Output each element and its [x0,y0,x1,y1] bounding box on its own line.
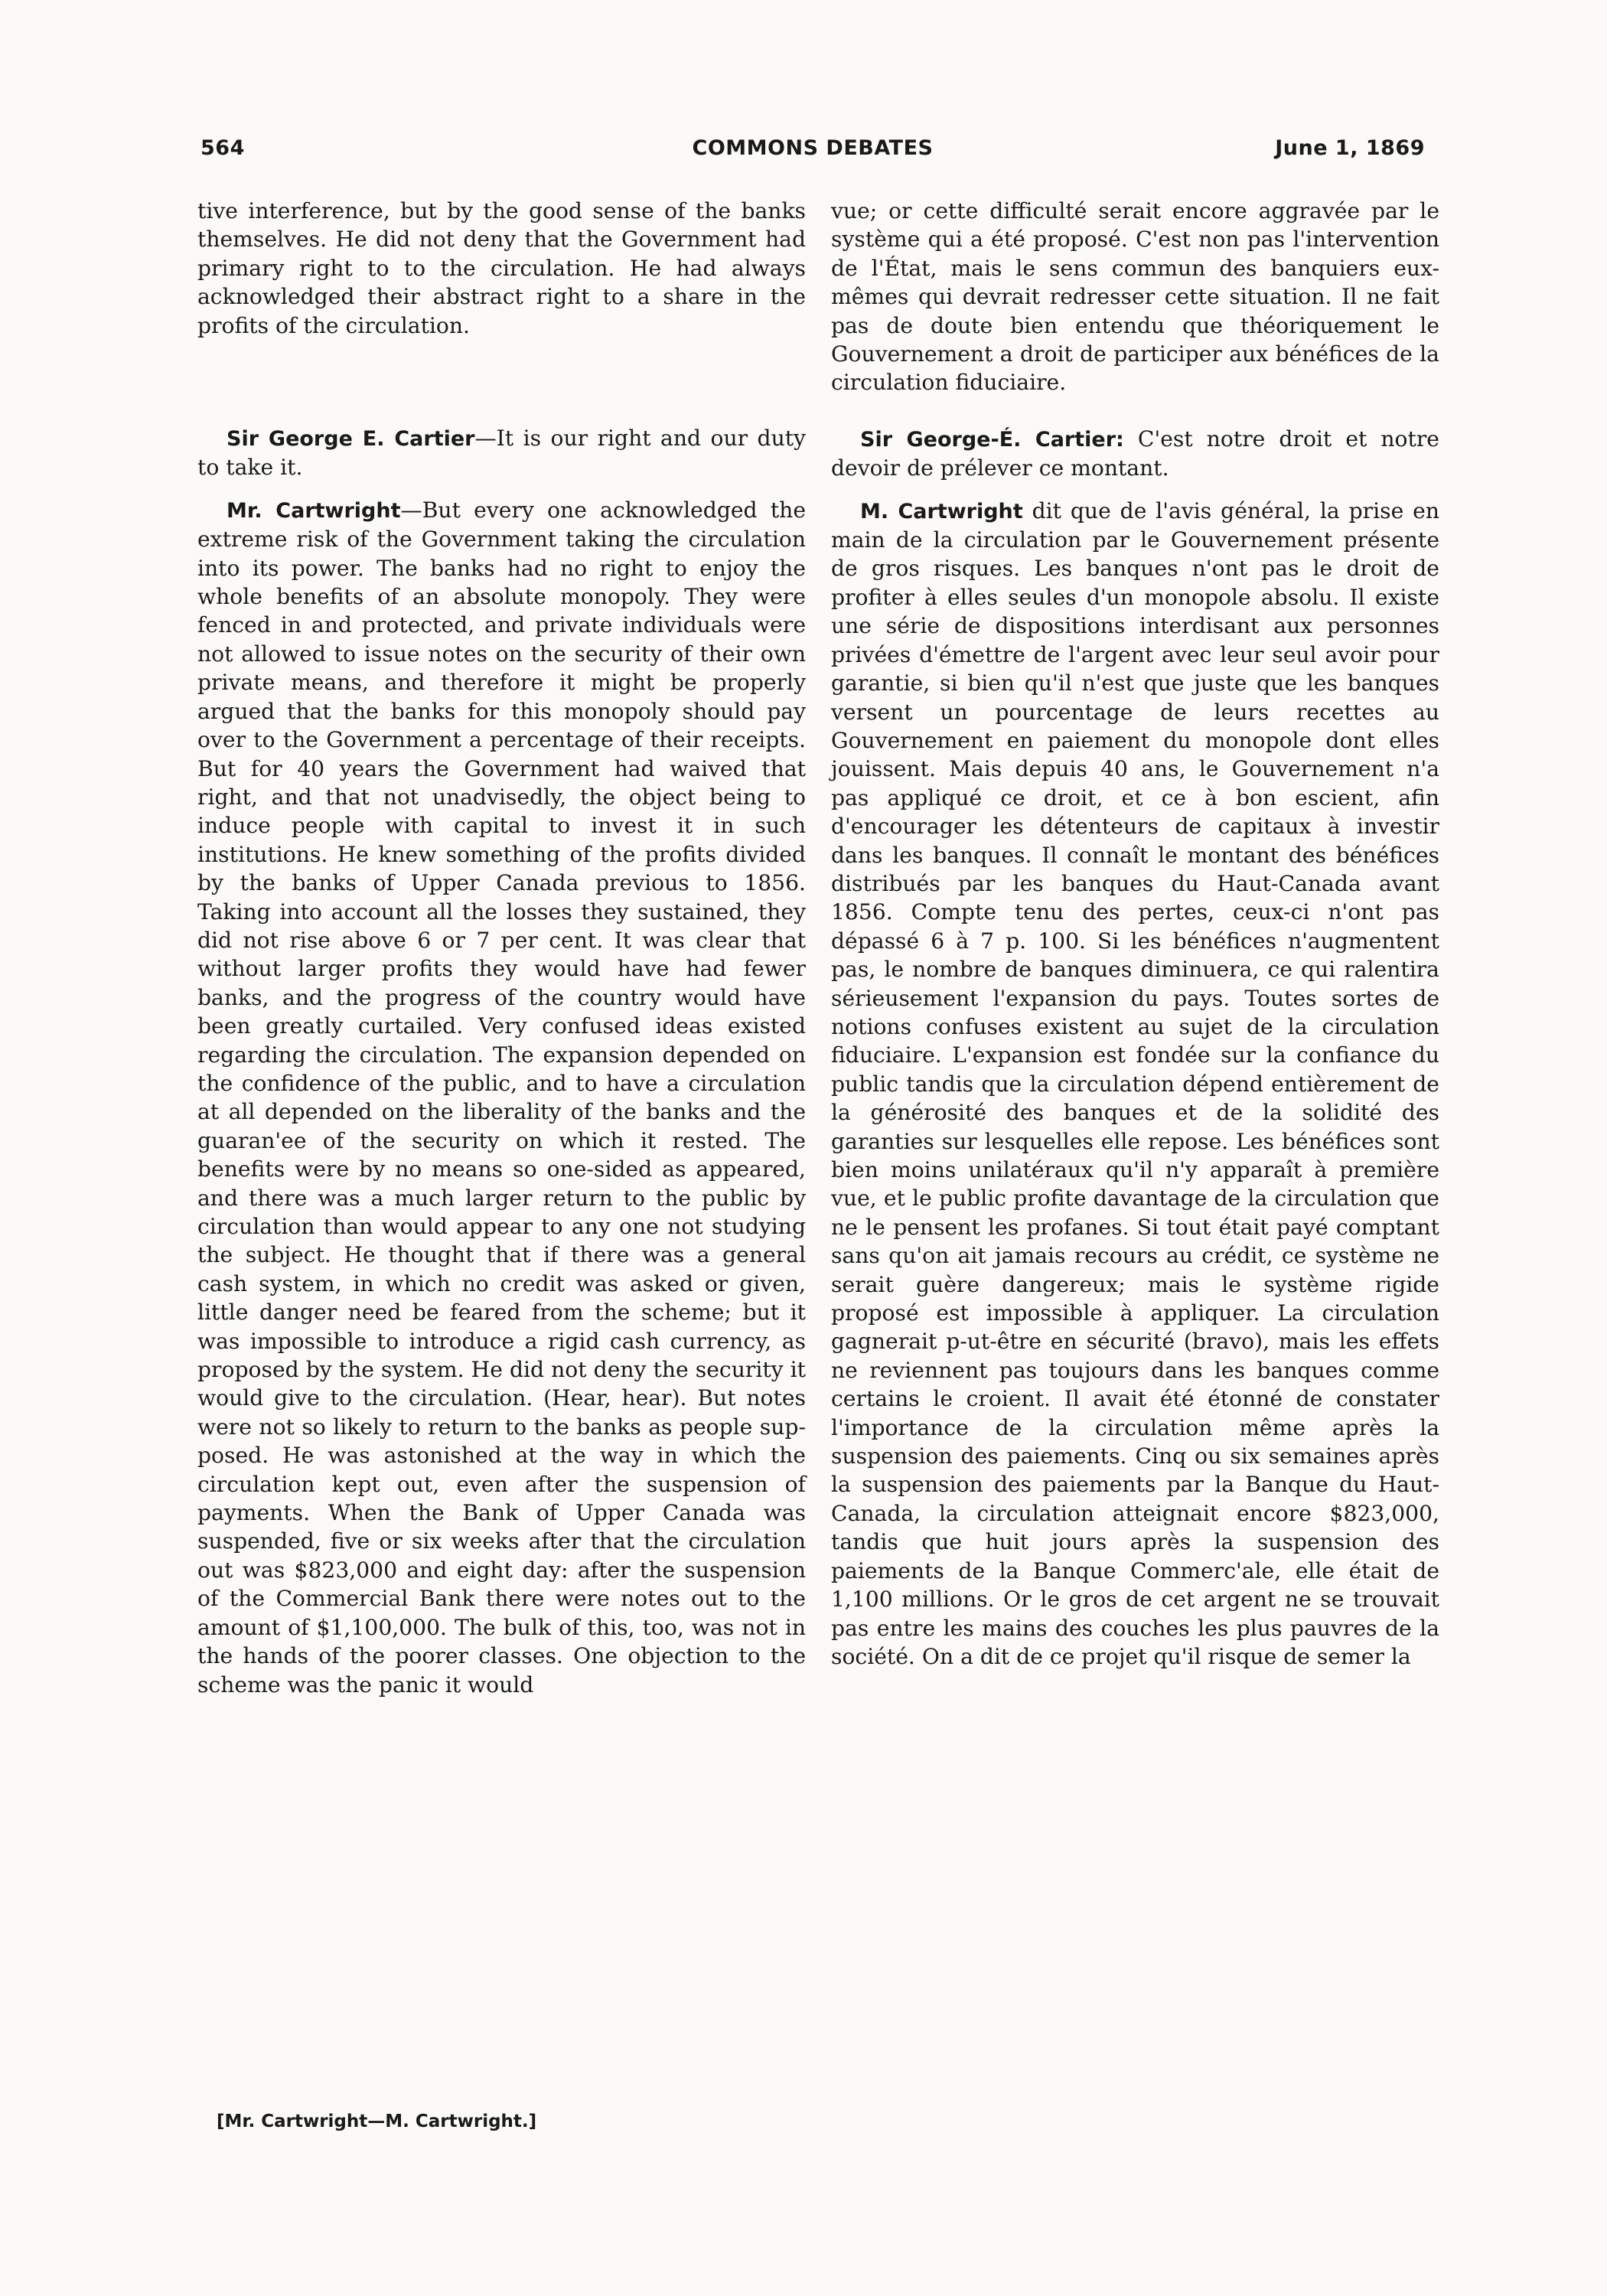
speaker-name: M. Cartwright [860,499,1023,523]
page-date: June 1, 1869 [1275,136,1425,160]
english-column [197,197,806,1699]
speaker-name: Sir George-É. Cartier: [860,427,1124,452]
page-header [200,136,1425,167]
speech-text: C'est notre droit et notre devoir de prélever ce montant. [831,426,1439,481]
paragraph-cartier [831,425,1439,483]
publication-title: COMMONS DEBATES [692,136,934,160]
speaker-name: Sir George E. Cartier [227,427,475,452]
paragraph-cartier [197,424,806,482]
french-column [831,197,1439,1671]
page-footer: [Mr. Cartwright—M. Cartwright.] [217,2112,537,2131]
paragraph-continued: vue; or cette difficulté serait encore aggravée par le système qui a été proposé. C'est non pas l'intervention de l'État, mais le sens commun des banquiers eux-mêmes qui devrait redresser cette situation. Il ne fait pas de doute bien entendu que théoriquement le Gouvernement a droit de participer aux bénéfices de la circulation fiduciaire. [831,198,1439,396]
speaker-name: Mr. Cartwright [227,498,401,523]
paragraph-continued: tive interference, but by the good sense of the banks themselves. He did not deny that the Government had primary right to to the circulation. He had always acknowledged their abstract right to a share in the profits of the circulation. [197,198,806,338]
speech-text: —It is our right and our duty to take it. [197,426,806,481]
paragraph-cartwright [197,496,806,1699]
page-number: 564 [200,136,245,160]
paragraph-cartwright [831,497,1439,1671]
speech-text: —But every one acknowledged the extreme risk of the Government taking the circulation into its power. The banks had no right to enjoy the whole benefits of an absolute monopoly. They were fenced in and protected, and private individuals were not allowed to issue notes on the security of their own private means, and therefore it might be properly argued that the banks for this monopoly should pay over to the Government a percentage of their receipts. But for 40 years the Government had waived that right, and that not unadvisedly, the object being to induce people with capital to invest it in such institutions. He knew something of the profits divided by the banks of Upper Canada previous to 1856. Taking into account all the losses they sustained, they did not rise above 6 or 7 per cent. It was clear that without larger profits they would have had fewer banks, and the progress of the country would have been greatly curtailed. Very confused ideas existed regarding the circulation. The expansion depended on the confidence of the public, and to have a circulation at all depended on the liberality of the banks and the guaran'ee of the security on which it rested. The benefits were by no means so one-sided as appeared, and there was a much larger return to the public by circulation than would appear to any one not studying the subject. He thought that if there was a general cash system, in which no credit was asked or given, little danger need be feared from the scheme; but it was impossible to introduce a rigid cash currency, as proposed by the system. He did not deny the security it would give to the circulation. (Hear, hear). But notes were not so likely to return to the banks as people supposed. He was astonished at the way in which the circulation kept out, even after the suspension of payments. When the Bank of Upper Canada was suspended, five or six weeks after that the circulation out was $823,000 and eight day: after the suspension of the Commercial Bank there were notes out to the amount of $1,100,000. The bulk of this, too, was not in the hands of the poorer classes. One objection to the scheme was the panic it would [197,497,806,1698]
speech-text: dit que de l'avis général, la prise en main de la circulation par le Gouvernement présente de gros risques. Les banques n'ont pas le droit de profiter à elles seules d'un monopole absolu. Il existe une série de dispositions interdisant aux personnes privées d'émettre de l'argent avec leur seul avoir pour garantie, si bien qu'il n'est que juste que les banques versent un pourcentage de leurs recettes au Gouvernement en paiement du monopole dont elles jouissent. Mais depuis 40 ans, le Gouvernement n'a pas appliqué ce droit, et ce à bon escient, afin d'encourager les détenteurs de capitaux à investir dans les banques. Il connaît le montant des bénéfices distribués par les banques du Haut-Canada avant 1856. Compte tenu des pertes, ceux-ci n'ont pas dépassé 6 à 7 p. 100. Si les bénéfices n'augmentent pas, le nombre de banques diminuera, ce qui ralentira sérieusement l'expansion du pays. Toutes sortes de notions confuses existent au sujet de la circulation fiduciaire. L'expansion est fondée sur la confiance du public tandis que la circulation dépend entièrement de la générosité des banques et de la solidité des garanties sur lesquelles elle repose. Les bénéfices sont bien moins unilatéraux qu'il n'y apparaît à première vue, et le public profite davantage de la circulation que ne le pensent les profanes. Si tout était payé comptant sans qu'on ait jamais recours au crédit, ce système ne serait guère dangereux; mais le système rigide proposé est impossible à appliquer. La circulation gagnerait p-ut-être en sécurité (bravo), mais les effets ne reviennent pas toujours dans les banques comme certains le croient. Il avait été étonné de constater l'importance de la circulation même après la suspension des paiements. Cinq ou six semaines après la suspension des paiements par la Banque du Haut-Canada, la circulation atteignait encore $823,000, tandis que huit jours après la suspension des paiements de la Banque Commerc'ale, elle était de 1,100 millions. Or le gros de cet argent ne se trouvait pas entre les mains des couches les plus pauvres de la société. On a dit de ce projet qu'il risque de semer la [831,497,1439,1669]
